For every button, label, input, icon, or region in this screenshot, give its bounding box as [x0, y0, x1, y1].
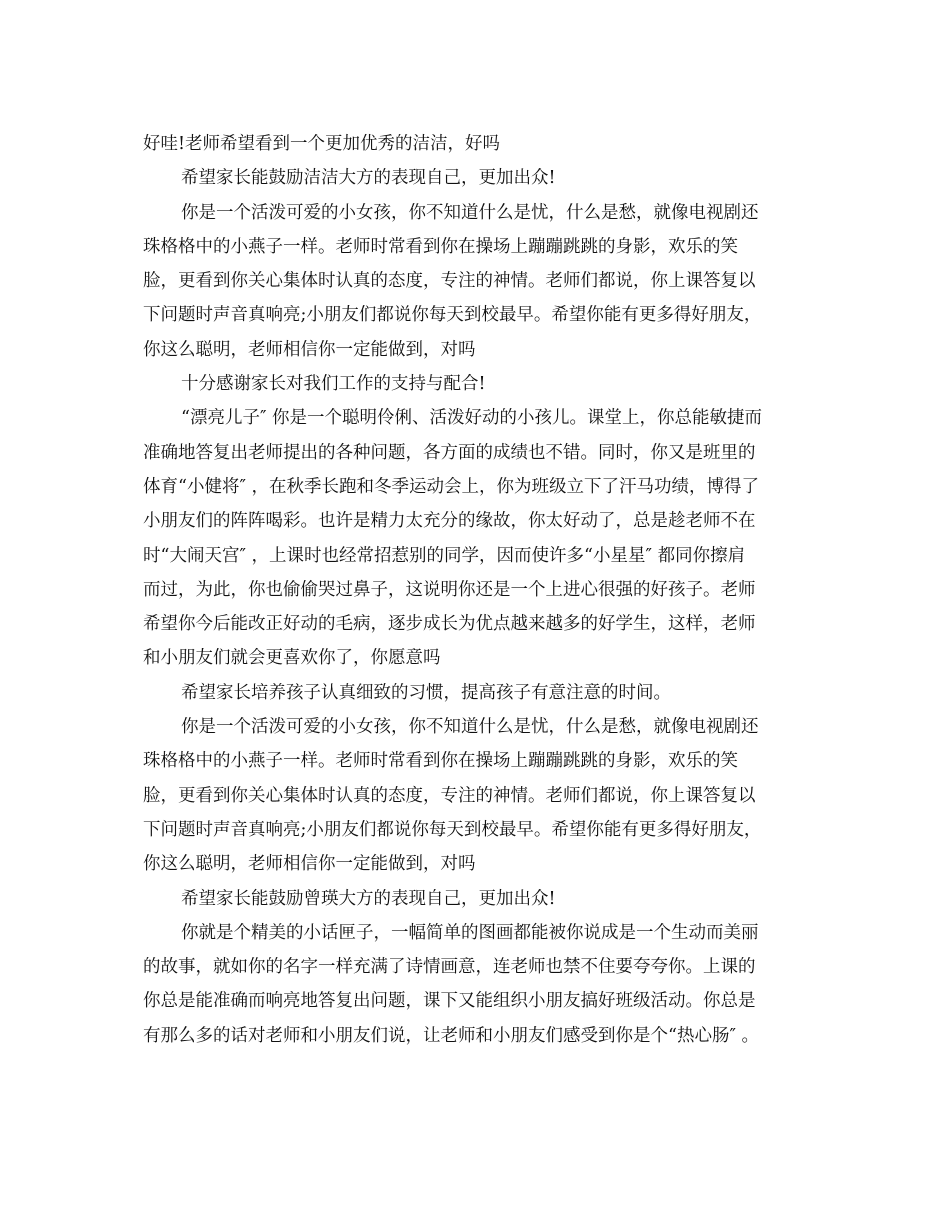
- text-line: 你这么聪明，老师相信你一定能做到，对吗: [143, 854, 476, 875]
- text-line: 希望家长培养孩子认真细致的习惯，提高孩子有意注意的时间。: [181, 682, 671, 703]
- text-line: 脸，更看到你关心集体时认真的态度，专注的神情。老师们都说，你上课答复以: [143, 271, 756, 292]
- text-line: 脸，更看到你关心集体时认真的态度，专注的神情。老师们都说，你上课答复以: [143, 785, 756, 806]
- text-line: 希望你今后能改正好动的毛病，逐步成长为优点越来越多的好学生，这样，老师: [143, 614, 756, 635]
- text-line: 准确地答复出老师提出的各种问题，各方面的成绩也不错。同时，你又是班里的: [143, 442, 756, 463]
- text-line: 好哇!老师希望看到一个更加优秀的洁洁，好吗: [143, 134, 501, 154]
- document-body: [143, 127, 809, 1053]
- text-line: 有那么多的话对老师和小朋友们说，让老师和小朋友们感受到你是个“热心肠″ 。: [143, 1025, 760, 1046]
- text-line: 你是一个活泼可爱的小女孩，你不知道什么是忧，什么是愁，就像电视剧还: [181, 202, 759, 223]
- text-line: 而过，为此，你也偷偷哭过鼻子，这说明你还是一个上进心很强的好孩子。老师: [143, 579, 756, 600]
- text-line: 希望家长能鼓励洁洁大方的表现自己，更加出众!: [181, 168, 556, 189]
- text-line: 珠格格中的小燕子一样。老师时常看到你在操场上蹦蹦跳跳的身影，欢乐的笑: [143, 236, 738, 257]
- text-line: 下问题时声音真响亮;小朋友们都说你每天到校最早。希望你能有更多得好朋友，: [143, 819, 762, 840]
- text-line: 的故事，就如你的名字一样充满了诗情画意，连老师也禁不住要夸夸你。上课的: [143, 957, 756, 978]
- text-line: 希望家长能鼓励曾瑛大方的表现自己，更加出众!: [181, 888, 556, 909]
- text-line: 时“大闹天宫″ ，上课时也经常招惹别的同学，因而使许多“小星星″ 都同你擦肩: [143, 545, 746, 566]
- text-line: 下问题时声音真响亮;小朋友们都说你每天到校最早。希望你能有更多得好朋友，: [143, 305, 762, 326]
- text-line: 你就是个精美的小话匣子，一幅简单的图画都能被你说成是一个生动而美丽: [181, 922, 759, 943]
- text-line: 和小朋友们就会更喜欢你了，你愿意吗: [143, 648, 441, 669]
- text-line: 体育“小健将″ ，在秋季长跑和冬季运动会上，你为班级立下了汗马功绩，博得了: [143, 476, 760, 497]
- text-line: 小朋友们的阵阵喝彩。也许是精力太充分的缘故，你太好动了，总是趁老师不在: [143, 511, 756, 532]
- text-line: 你总是能准确而响亮地答复出问题，课下又能组织小朋友搞好班级活动。你总是: [143, 991, 756, 1012]
- text-line: 十分感谢家长对我们工作的支持与配合!: [181, 374, 486, 395]
- text-line: “漂亮儿子″ 你是一个聪明伶俐、活泼好动的小孩儿。课堂上，你总能敏捷而: [181, 408, 763, 429]
- text-line: 你是一个活泼可爱的小女孩，你不知道什么是忧，什么是愁，就像电视剧还: [181, 717, 759, 738]
- text-line: 珠格格中的小燕子一样。老师时常看到你在操场上蹦蹦跳跳的身影，欢乐的笑: [143, 751, 738, 772]
- text-line: 你这么聪明，老师相信你一定能做到，对吗: [143, 339, 476, 360]
